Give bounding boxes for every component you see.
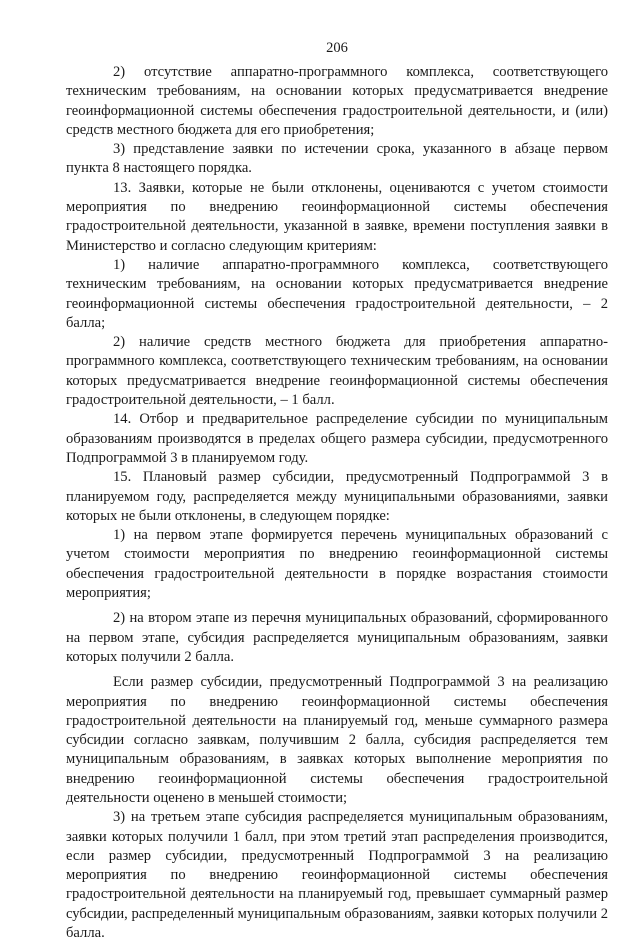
document-page [66, 38, 608, 943]
paragraph-stage-2-note: Если размер субсидии, предусмотренный Подпрограммой 3 на реализацию мероприятия по внедрению геоинформационной системы обеспечения градостроительной деятельности на планируемый год, меньше суммарного размера субсидии согласно заявкам, получившим 2 балла, субсидия распределяется тем муниципальным образованиям, в заявках которых выполнение мероприятия по внедрению геоинформационной системы обеспечения градостроительной деятельности оценено в меньшей стоимости; [66, 674, 608, 806]
paragraph-stage-1: 1) на первом этапе формируется перечень муниципальных образований с учетом стоимости мероприятия по внедрению геоинформационной системы обеспечения градостроительной деятельности в порядке возрастания стоимости мероприятия; [66, 527, 608, 602]
paragraph-stage-3: 3) на третьем этапе субсидия распределяется муниципальным образованиям, заявки которых получили 1 балл, при этом третий этап распределения производится, если размер субсидии, предусмотренный Подпрограммой 3 на реализацию мероприятия по внедрению геоинформационной системы обеспечения градостроительной деятельности на планируемый год, превышает суммарный размер субсидии, распределенный муниципальным образованиям, заявки которых получили 2 балла. [66, 809, 608, 942]
paragraph-stage-2: 2) на втором этапе из перечня муниципальных образований, сформированного на первом этапе, субсидия распределяется муниципальным образованиям, заявки которых получили 2 балла. [66, 610, 608, 665]
page-number: 206 [326, 40, 348, 56]
paragraph-criterion-2: 2) наличие средств местного бюджета для приобретения аппаратно-программного комплекса, соответствующего техническим требованиям, на основании которых предусматривается внедрение геоинформационной системы обеспечения градостроительной деятельности, – 1 балл. [66, 334, 608, 409]
paragraph-rejection-reason-3: 3) представление заявки по истечении срока, указанного в абзаце первом пункта 8 настоящего порядка. [66, 141, 608, 177]
paragraph-item-15: 15. Плановый размер субсидии, предусмотренный Подпрограммой 3 в планируемом году, распределяется между муниципальными образованиями, заявки которых не были отклонены, в следующем порядке: [66, 469, 608, 524]
paragraph-criterion-1: 1) наличие аппаратно-программного комплекса, соответствующего техническим требованиям, на основании которых предусматривается внедрение геоинформационной системы обеспечения градостроительной деятельности, – 2 балла; [66, 256, 608, 331]
paragraph-item-14: 14. Отбор и предварительное распределение субсидии по муниципальным образованиям производятся в пределах общего размера субсидии, предусмотренного Подпрограммой 3 в планируемом году. [66, 411, 608, 466]
paragraph-item-13: 13. Заявки, которые не были отклонены, оцениваются с учетом стоимости мероприятия по внедрению геоинформационной системы обеспечения градостроительной деятельности, указанной в заявке, времени поступления заявки в Министерство и согласно следующим критериям: [66, 179, 608, 254]
paragraph-rejection-reason-2: 2) отсутствие аппаратно-программного комплекса, соответствующего техническим требованиям, на основании которых предусматривается внедрение геоинформационной системы обеспечения градостроительной деятельности, и (или) средств местного бюджета для его приобретения; [66, 64, 608, 138]
